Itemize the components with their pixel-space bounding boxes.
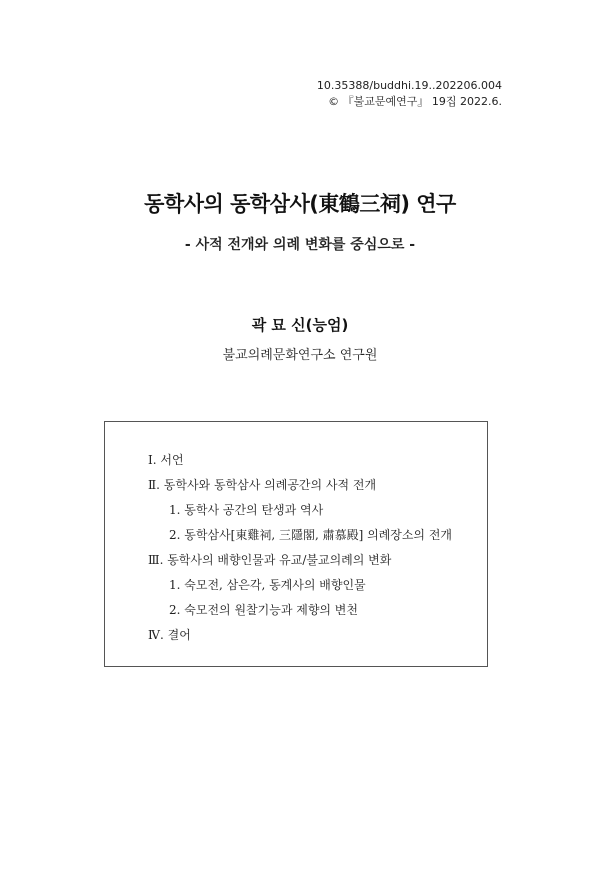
toc-item: Ⅰ. 서언 — [148, 453, 184, 467]
toc-item: Ⅱ. 동학사와 동학삼사 의례공간의 사적 전개 — [148, 478, 377, 492]
toc-item: 1. 동학사 공간의 탄생과 역사 — [169, 503, 324, 517]
author-affiliation: 불교의례문화연구소 연구원 — [222, 348, 378, 363]
paper-title: 동학사의 동학삼사(東鶴三祠) 연구 — [144, 192, 456, 216]
toc-item: Ⅲ. 동학사의 배향인물과 유교/불교의례의 변화 — [148, 553, 392, 567]
doi-text: 10.35388/buddhi.19..202206.004 — [316, 79, 502, 92]
toc-item: Ⅳ. 결어 — [148, 628, 191, 642]
toc-item: 2. 동학삼사[東雞祠, 三隱閣, 肅慕殿] 의례장소의 전개 — [169, 528, 453, 542]
citation-block — [317, 78, 502, 110]
paper-subtitle: - 사적 전개와 의례 변화를 중심으로 - — [184, 237, 416, 253]
toc-item: 2. 숙모전의 원찰기능과 제향의 변천 — [169, 603, 358, 617]
table-of-contents — [104, 421, 488, 667]
journal-citation: © 『불교문예연구』 19집 2022.6. — [328, 95, 502, 108]
author-name: 곽 묘 신(능엄) — [251, 316, 349, 334]
toc-item: 1. 숙모전, 삼은각, 동계사의 배향인물 — [169, 578, 366, 592]
